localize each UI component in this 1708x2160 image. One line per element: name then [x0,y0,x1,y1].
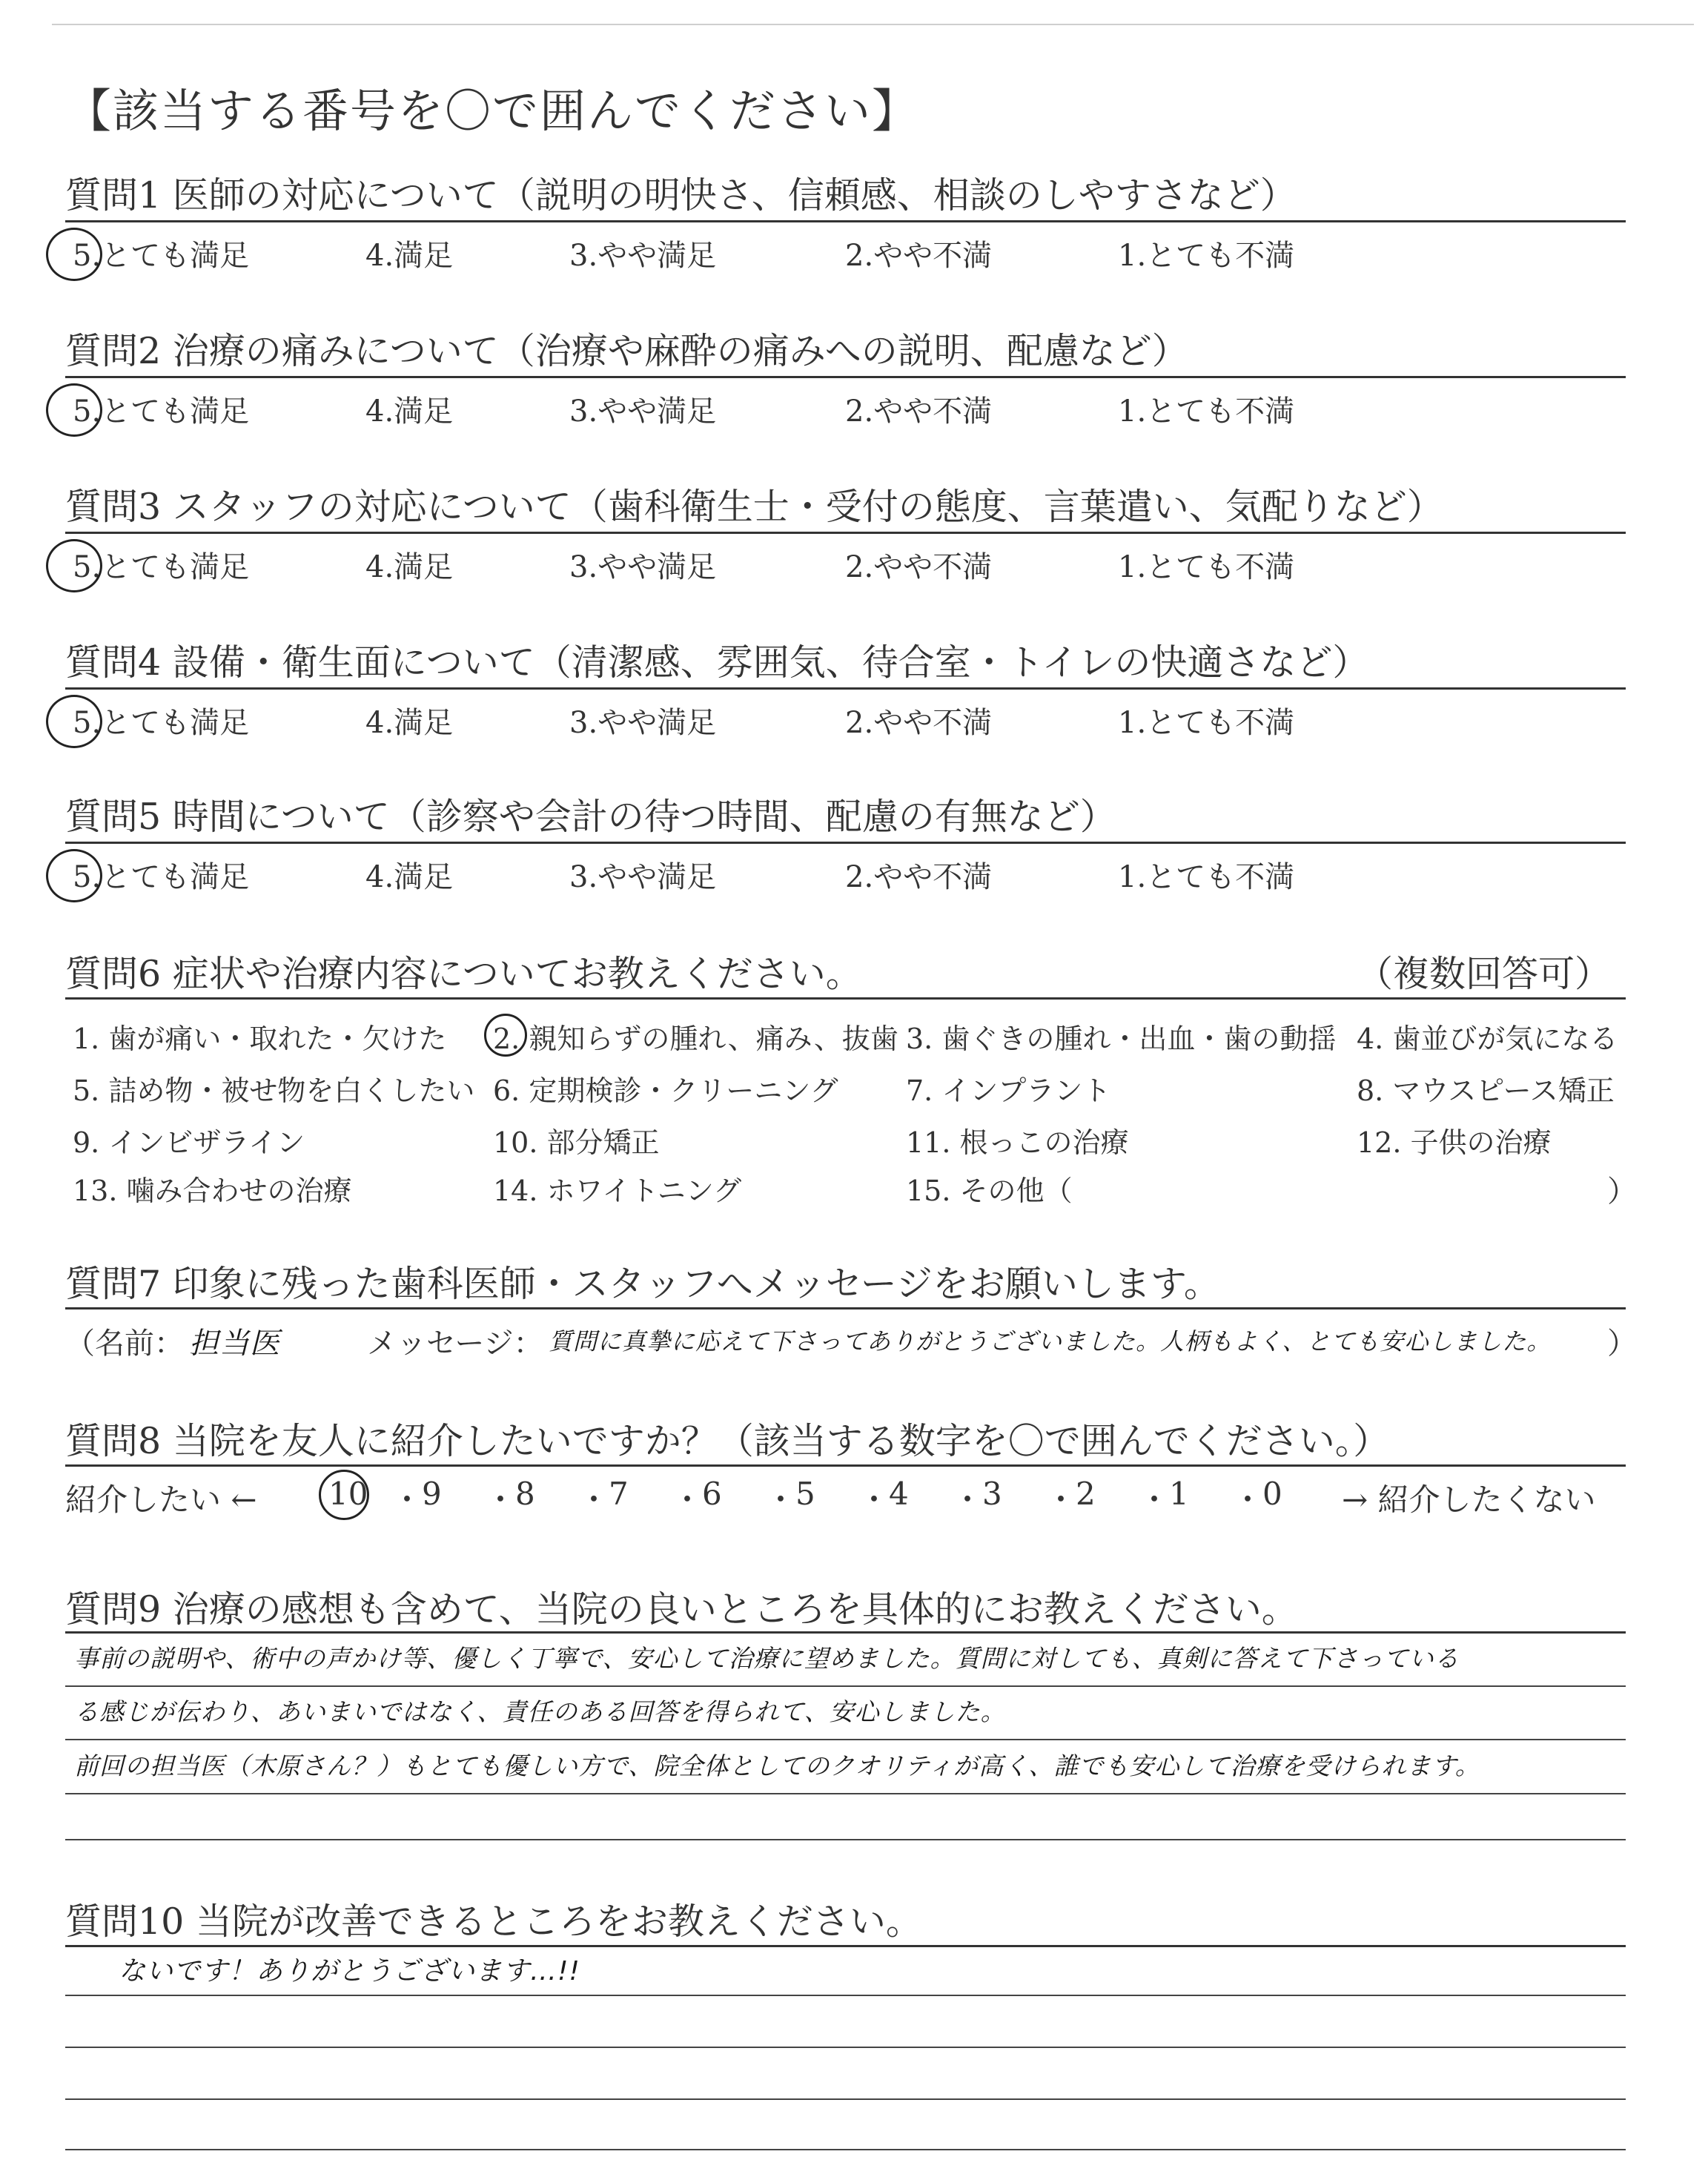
q6-note: （複数回答可） [1357,953,1612,995]
q8-scale-3: 3 [982,1476,1002,1512]
q6-title: 質問6 症状や治療内容についてお教えください。 [65,953,862,995]
q7-message-value: 質問に真摯に応えて下さってありがとうございました。人柄もよく、とても安心しました。 [549,1327,1552,1355]
q6-selection-circle [484,1014,527,1057]
q9-answer-line [65,1793,1626,1794]
q5-option-3: 3.やや満足 [569,860,717,894]
q7-message-label: メッセージ： [367,1327,543,1361]
q7-name-value: 担当医 [189,1327,280,1361]
q5-title: 質問5 時間について（診察や会計の待つ時間、配慮の有無など） [65,796,1116,838]
q2-option-1: 1.とても不満 [1118,394,1295,429]
q3-rule [65,532,1626,534]
q3-option-5: 5.とても満足 [73,550,250,584]
q1-option-1: 1.とても不満 [1118,239,1295,273]
q9-answer-line [65,1839,1626,1840]
q4-title: 質問4 設備・衛生面について（清潔感、雰囲気、待合室・トイレの快適さなど） [65,641,1369,684]
q1-title: 質問1 医師の対応について（説明の明快さ、信頼感、相談のしやすさなど） [65,174,1297,217]
q8-scale-separator: ・ [391,1482,423,1518]
q5-selection-circle [46,849,102,902]
q6-rule [65,997,1626,1000]
q2-rule [65,376,1626,378]
q8-right-label: → 紹介したくない [1342,1482,1596,1518]
q8-scale-4: 4 [889,1476,909,1512]
q1-selection-circle [46,228,102,281]
q7-title: 質問7 印象に残った歯科医師・スタッフへメッセージをお願いします。 [65,1263,1220,1305]
q7-name-label: （名前： [65,1327,184,1361]
q8-rule [65,1464,1626,1467]
q5-option-2: 2.やや不満 [845,860,993,894]
q6-option-3: 3. 歯ぐきの腫れ・出血・歯の動揺 [906,1023,1337,1055]
q8-scale-separator: ・ [1045,1482,1077,1518]
q10-answer-line [65,2047,1626,2048]
q6-option-2: 2. 親知らずの腫れ、痛み、抜歯 [493,1023,898,1055]
q6-option-8: 8. マウスピース矯正 [1357,1074,1615,1107]
q8-scale-separator: ・ [672,1482,704,1518]
q9-title: 質問9 治療の感想も含めて、当院の良いところを具体的にお教えください。 [65,1588,1298,1631]
q10-answer-line [65,2149,1626,2150]
q9-handwritten-line: 前回の担当医（木原さん？）もとても優しい方で、院全体としてのクオリティが高く、誰でも安心して治療を受けられます。 [74,1751,1480,1780]
q8-title: 質問8 当院を友人に紹介したいですか？（該当する数字を〇で囲んでください。） [65,1420,1390,1462]
q2-option-2: 2.やや不満 [845,394,993,429]
q10-rule [65,1945,1626,1947]
q6-option-4: 4. 歯並びが気になる [1357,1023,1618,1055]
q8-left-label: 紹介したい ← [65,1482,257,1518]
q8-scale-7: 7 [609,1476,629,1512]
q6-option-1: 1. 歯が痛い・取れた・欠けた [73,1023,447,1055]
q6-option-10: 10. 部分矯正 [493,1126,660,1159]
q1-option-2: 2.やや不満 [845,239,993,273]
q4-rule [65,687,1626,690]
q6-option-15: 15. その他（ [906,1175,1073,1207]
q3-option-2: 2.やや不満 [845,550,993,584]
q8-selection-circle [319,1470,369,1520]
q3-title: 質問3 スタッフの対応について（歯科衛生士・受付の態度、言葉遣い、気配りなど） [65,486,1443,528]
q5-option-5: 5.とても満足 [73,860,250,894]
q9-answer-line [65,1685,1626,1687]
q4-option-4: 4.満足 [365,706,454,740]
q2-title: 質問2 治療の痛みについて（治療や麻酔の痛みへの説明、配慮など） [65,330,1188,372]
q9-answer-line [65,1739,1626,1740]
q6-option-6: 6. 定期検診・クリーニング [493,1074,838,1107]
q1-rule [65,220,1626,222]
q9-handwritten-line: 事前の説明や、術中の声かけ等、優しく丁寧で、安心して治療に望めました。質問に対しても、真剣に答えて下さっている [74,1644,1460,1673]
q2-option-3: 3.やや満足 [569,394,717,429]
q9-handwritten-line: る感じが伝わり、あいまいではなく、責任のある回答を得られて、安心しました。 [74,1697,1006,1726]
q9-rule [65,1631,1626,1634]
q8-scale-10: 10 [328,1476,368,1512]
q8-scale-8: 8 [515,1476,535,1512]
q2-option-5: 5.とても満足 [73,394,250,429]
q10-handwritten-line: ないです！ありがとうございます…!! [119,1956,580,1986]
q6-option-14: 14. ホワイトニング [493,1175,742,1207]
q10-title: 質問10 当院が改善できるところをお教えください。 [65,1900,922,1943]
q6-option-5: 5. 詰め物・被せ物を白くしたい [73,1074,475,1107]
page-header: 【該当する番号を〇で囲んでください】 [65,84,920,138]
q3-option-4: 4.満足 [365,550,454,584]
q6-close-paren: ） [1607,1175,1637,1209]
q7-close-paren: ） [1607,1327,1637,1361]
q2-option-4: 4.満足 [365,394,454,429]
q1-option-4: 4.満足 [365,239,454,273]
q4-option-3: 3.やや満足 [569,706,717,740]
q8-scale-6: 6 [702,1476,722,1512]
q8-scale-0: 0 [1262,1476,1282,1512]
q5-option-4: 4.満足 [365,860,454,894]
q6-option-7: 7. インプラント [906,1074,1111,1107]
q8-scale-separator: ・ [858,1482,890,1518]
q4-option-5: 5.とても満足 [73,706,250,740]
q3-option-3: 3.やや満足 [569,550,717,584]
q8-scale-separator: ・ [578,1482,610,1518]
top-border [52,24,1694,25]
q4-selection-circle [46,695,102,748]
q5-rule [65,842,1626,844]
q4-option-2: 2.やや不満 [845,706,993,740]
q3-selection-circle [46,539,102,592]
q8-scale-separator: ・ [485,1482,517,1518]
q8-scale-separator: ・ [1139,1482,1171,1518]
q6-option-13: 13. 噛み合わせの治療 [73,1175,352,1207]
q1-option-5: 5.とても満足 [73,239,250,273]
q8-scale-separator: ・ [1232,1482,1264,1518]
q2-selection-circle [46,383,102,437]
q5-option-1: 1.とても不満 [1118,860,1295,894]
q8-scale-separator: ・ [952,1482,984,1518]
q8-scale-1: 1 [1169,1476,1189,1512]
q6-option-11: 11. 根っこの治療 [906,1126,1129,1159]
q3-option-1: 1.とても不満 [1118,550,1295,584]
q6-option-12: 12. 子供の治療 [1357,1126,1552,1159]
q1-option-3: 3.やや満足 [569,239,717,273]
q10-answer-line [65,2098,1626,2100]
q7-rule [65,1307,1626,1309]
q10-answer-line [65,1995,1626,1996]
q8-scale-9: 9 [422,1476,442,1512]
q4-option-1: 1.とても不満 [1118,706,1295,740]
q8-scale-2: 2 [1076,1476,1096,1512]
q8-scale-separator: ・ [765,1482,797,1518]
q6-option-9: 9. インビザライン [73,1126,305,1159]
q8-scale-5: 5 [795,1476,815,1512]
